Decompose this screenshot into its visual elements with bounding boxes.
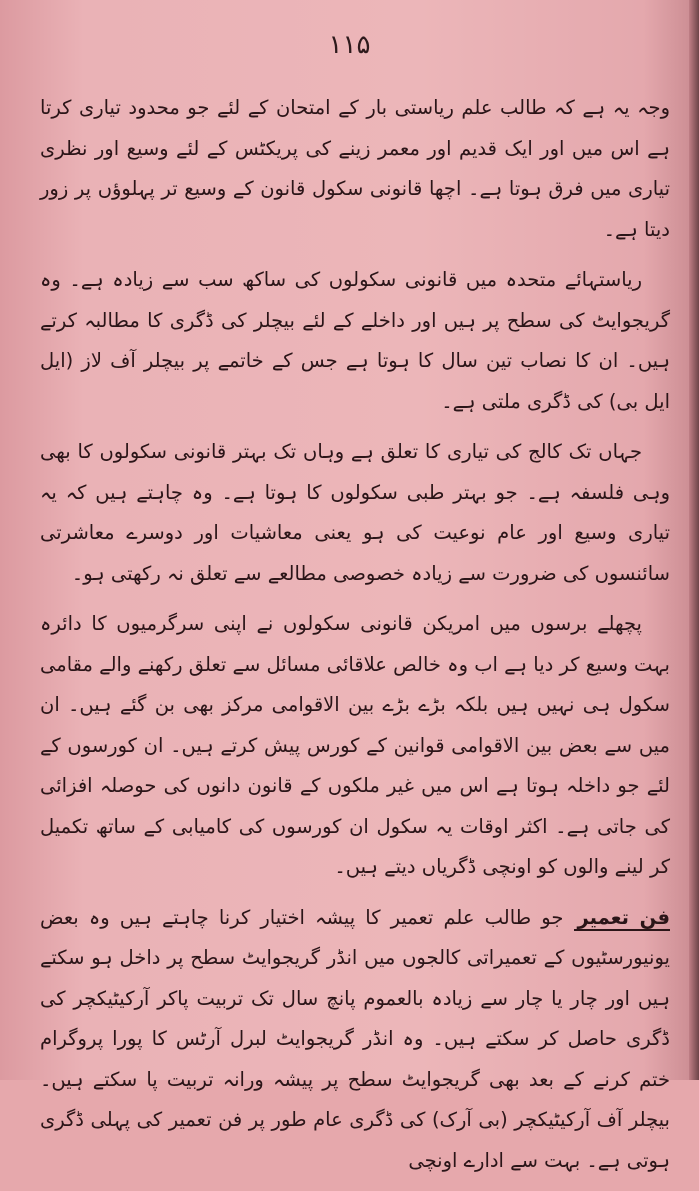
page-edge-shadow [689, 0, 699, 1080]
page-text [40, 88, 670, 1191]
paragraph-1: وجہ یہ ہے کہ طالب علم ریاستی بار کے امتحان کے لئے جو محدود تیاری کرتا ہے اس میں اور ایک قدیم اور معمر زینے کی پریکٹس کے لئے وسیع اور نظری تیاری میں فرق ہوتا ہے۔ اچھا قانونی سکول قانون کے وسیع تر پہلوؤں پر زور دیتا ہے۔ [40, 96, 670, 241]
paragraph-5-text: جو طالب علم تعمیر کا پیشہ اختیار کرنا چاہتے ہیں وہ بعض یونیورسٹیوں کے تعمیراتی کالجوں میں انڈر گریجوایٹ سطح پر داخل ہو سکتے ہیں اور چار یا چار سے زیادہ بالعموم پانچ سال تک تربیت پاکر آرکیٹیکچر کی ڈگری حاصل کر سکتے ہیں۔ وہ انڈر گریجوایٹ لبرل آرٹس کا پورا پروگرام ختم کرنے کے بعد بھی گریجوایٹ سطح پر پیشہ ورانہ تربیت پا سکتے ہیں۔ بیچلر آف آرکیٹیکچر (بی آرک) کی ڈگری عام طور پر فن تعمیر کی پہلی ڈگری ہوتی ہے۔ بہت سے ادارے اونچی [40, 905, 670, 1172]
paragraph-3: جہاں تک کالج کی تیاری کا تعلق ہے وہاں تک بہتر قانونی سکولوں کا بھی وہی فلسفہ ہے۔ جو بہتر طبی سکولوں کا ہوتا ہے۔ وہ چاہتے ہیں کہ یہ تیاری وسیع اور عام نوعیت کی ہو یعنی معاشیات اور دوسرے معاشرتی سائنسوں کی ضرورت سے زیادہ خصوصی مطالعے سے تعلق نہ رکھتی ہو۔ [40, 440, 670, 585]
paragraph-4: پچھلے برسوں میں امریکن قانونی سکولوں نے اپنی سرگرمیوں کا دائرہ بہت وسیع کر دیا ہے اب وہ خالص علاقائی مسائل سے تعلق رکھنے والے مقامی سکول ہی نہیں ہیں بلکہ بڑے بڑے بین الاقوامی مرکز بھی بن گئے ہیں۔ ان میں سے بعض بین الاقوامی قوانین کے کورس پیش کرتے ہیں۔ ان کورسوں کے لئے جو داخلہ ہوتا ہے اس میں غیر ملکوں کے قانون دانوں کی حوصلہ افزائی کی جاتی ہے۔ اکثر اوقات یہ سکول ان کورسوں کی کامیابی کے ساتھ تکمیل کر لینے والوں کو اونچی ڈگریاں دیتے ہیں۔ [40, 612, 670, 878]
page-number: ۱۱۵ [328, 30, 371, 60]
paragraph-2: ریاستہائے متحدہ میں قانونی سکولوں کی ساکھ سب سے زیادہ ہے۔ وہ گریجوایٹ کی سطح پر ہیں اور داخلے کے لئے بیچلر کی ڈگری کا مطالبہ کرتے ہیں۔ ان کا نصاب تین سال کا ہوتا ہے جس کے خاتمے پر بیچلر آف لاز (ایل ایل بی) کی ڈگری ملتی ہے۔ [40, 268, 670, 413]
paragraph-5 [40, 898, 670, 1182]
section-heading-architecture: فن تعمیر [574, 906, 671, 931]
